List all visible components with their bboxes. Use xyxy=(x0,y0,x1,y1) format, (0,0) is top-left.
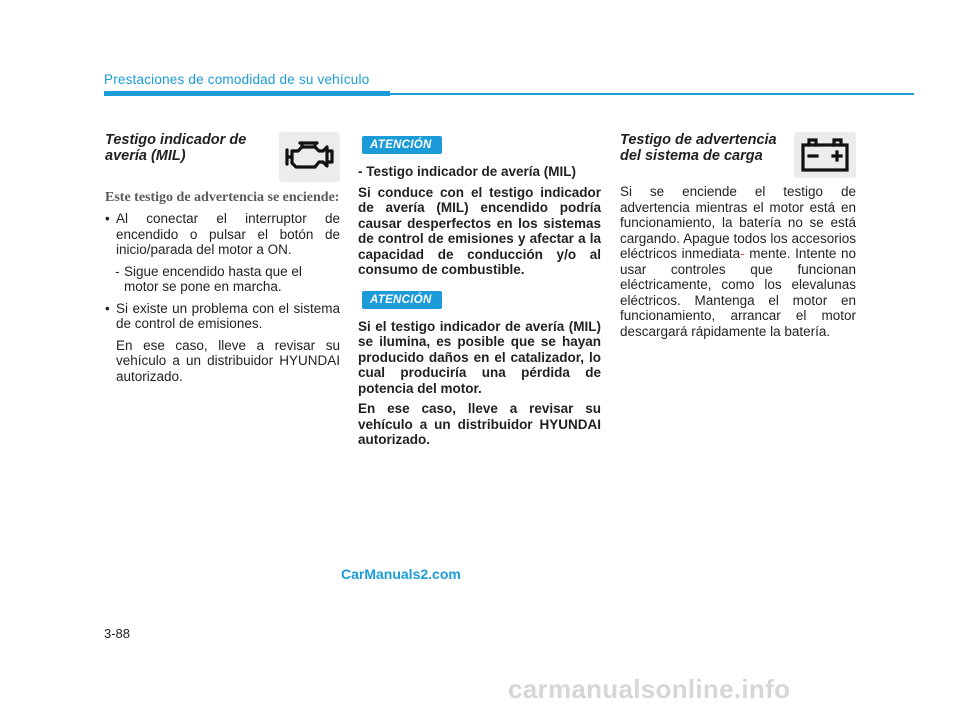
header-title: Prestaciones de comodidad de su vehículo xyxy=(104,72,370,87)
column-cautions xyxy=(358,132,601,453)
page-number: 3-88 xyxy=(104,626,131,641)
section-header-charging xyxy=(620,132,856,184)
watermark-bottom: carmanualsonline.info xyxy=(508,674,791,704)
header-bar-thin xyxy=(390,93,914,95)
sub-item-dash: - xyxy=(115,263,120,279)
bullet-note: En ese caso, lleve a revisar su vehículo a un distribuidor HYUNDAI autorizado. xyxy=(116,337,340,384)
charging-warning-text xyxy=(620,184,856,339)
charging-text-part2: mente. Intente no usar controles que funcionan eléctricamente, como los elevalunas eléctricos. Mantenga el motor en funcionamiento, arrancar el motor descargará rápidamente la batería. xyxy=(620,246,856,339)
bullet-text: • Si existe un problema con el sistema de control de emisiones. xyxy=(116,300,340,331)
charging-text-part1: Si se enciende el testigo de advertencia mientras el motor está en funcionamiento, la batería no se está cargando. Apague todos los accesorios eléctricos inmediata xyxy=(620,184,856,261)
caution-badge: ATENCIÓN xyxy=(362,291,442,309)
section-title-charging: Testigo de advertencia del sistema de carga xyxy=(620,132,777,164)
column-mil xyxy=(105,132,340,390)
intro-text: Este testigo de advertencia se enciende: xyxy=(105,190,340,205)
bullet-item xyxy=(105,301,340,332)
caution-text: Si conduce con el testigo indicador de avería (MIL) encendido podría causar desperfectos en los sistemas de control de emisiones y afectar a la capacidad de conducción y/o al consumo de combustible. xyxy=(358,184,601,277)
caution-title: - Testigo indicador de avería (MIL) xyxy=(358,164,577,179)
section-header-mil xyxy=(105,132,340,184)
caution-badge: ATENCIÓN xyxy=(362,136,442,154)
watermark-link[interactable]: CarManuals2.com xyxy=(341,566,461,582)
battery-icon xyxy=(794,132,856,178)
header-bar-thick xyxy=(104,91,390,96)
bullet-item xyxy=(105,211,340,258)
sub-item xyxy=(105,264,340,295)
hyphen-mark: - xyxy=(740,246,745,261)
sub-item-text: Sigue encendido hasta que el motor se pone en marcha. xyxy=(124,263,302,294)
engine-check-icon xyxy=(279,132,340,182)
caution-note: En ese caso, lleve a revisar su vehículo a un distribuidor HYUNDAI autorizado. xyxy=(358,401,601,447)
bullet-text: • Al conectar el interruptor de encendido o pulsar el botón de inicio/parada del motor a ON. xyxy=(116,211,340,257)
caution-text: Si el testigo indicador de avería (MIL) se ilumina, es posible que se hayan producido daños en el catalizador, lo cual produciría una pérdida de potencia del motor. xyxy=(358,318,601,396)
column-charging xyxy=(620,132,856,345)
section-title-mil: Testigo indicador de avería (MIL) xyxy=(105,132,247,164)
